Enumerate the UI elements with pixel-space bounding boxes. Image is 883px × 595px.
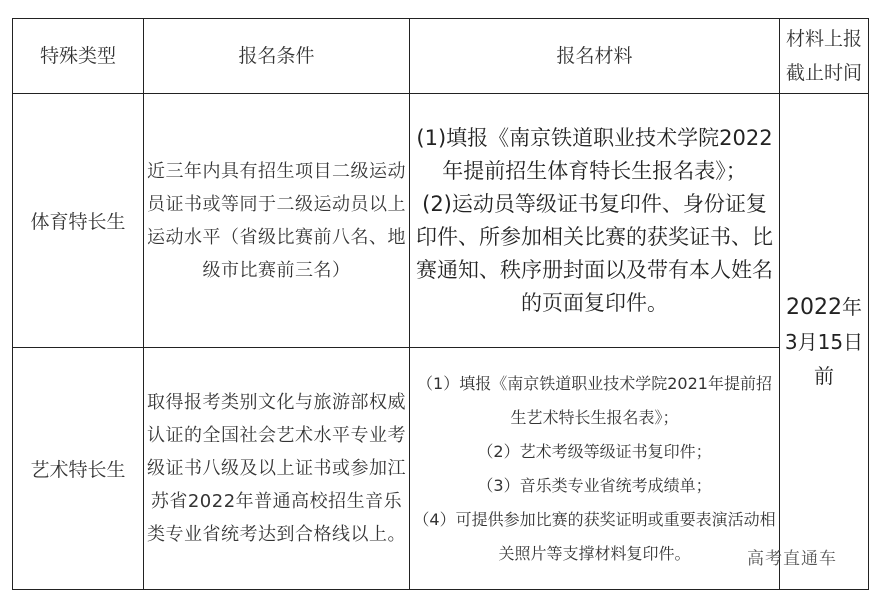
header-condition: 报名条件	[144, 19, 410, 94]
header-materials: 报名材料	[410, 19, 780, 94]
condition-sports-text: 近三年内具有招生项目二级运动员证书或等同于二级运动员以上运动水平（省级比赛前八名、地级市比赛前三名）	[147, 160, 406, 281]
table-row-arts	[13, 348, 869, 590]
type-arts: 艺术特长生	[13, 348, 144, 590]
materials-arts-item-3: （3）音乐类专业省统考成绩单；	[477, 475, 712, 495]
header-deadline: 材料上报截止时间	[780, 19, 869, 94]
watermark-text: 高考直通车	[747, 549, 837, 569]
header-row	[13, 19, 869, 94]
materials-arts	[410, 348, 780, 590]
deadline-year: 2022	[786, 295, 842, 320]
table-row-sports	[13, 94, 869, 348]
condition-sports	[144, 94, 410, 348]
deadline-cell	[780, 94, 869, 590]
condition-arts	[144, 348, 410, 590]
materials-sports-item-1: (1)填报《南京铁道职业技术学院2022年提前招生体育特长生报名表》；	[416, 125, 773, 183]
deadline-rest: 年3月15日前	[784, 295, 864, 388]
materials-arts-item-4: （4）可提供参加比赛的获奖证明或重要表演活动相关照片等支撑材料复印件。	[413, 509, 776, 563]
registration-table	[12, 18, 869, 590]
materials-sports-item-2: (2)运动员等级证书复印件、身份证复印件、所参加相关比赛的获奖证书、比赛通知、秩序册封面以及带有本人姓名的页面复印件。	[416, 191, 773, 315]
materials-arts-item-2: （2）艺术考级等级证书复印件；	[477, 441, 712, 461]
type-sports: 体育特长生	[13, 94, 144, 348]
materials-sports	[410, 94, 780, 348]
header-type: 特殊类型	[13, 19, 144, 94]
materials-arts-item-1: （1）填报《南京铁道职业技术学院2021年提前招生艺术特长生报名表》；	[417, 373, 772, 427]
condition-arts-text: 取得报考类别文化与旅游部权威认证的全国社会艺术水平专业考级证书八级及以上证书或参加江苏省2022年普通高校招生音乐类专业省统考达到合格线以上。	[147, 392, 406, 545]
